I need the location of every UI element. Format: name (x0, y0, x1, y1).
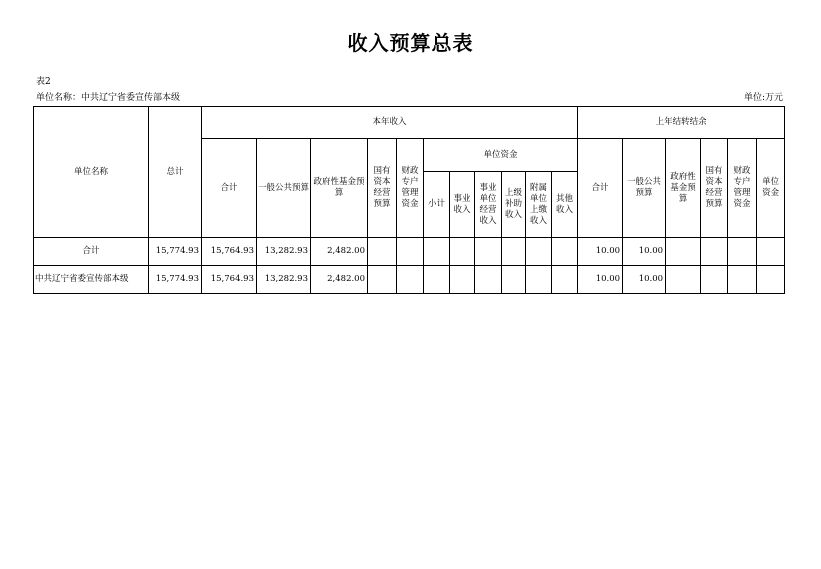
header-carry-gov-fund: 政府性 基金预 算 (666, 139, 701, 238)
row-empty-cell (701, 266, 728, 294)
header-fiscal-special: 财政 专户 管理 资金 (397, 139, 424, 238)
table-number: 表2 (36, 77, 51, 87)
row-empty-cell (368, 266, 397, 294)
header-carry-unit-funds: 单位 资金 (757, 139, 785, 238)
row-empty-cell (728, 266, 757, 294)
row-name: 合计 (34, 238, 149, 266)
page-title: 收入预算总表 (347, 31, 474, 55)
header-state-capital: 国有 资本 经营 预算 (368, 139, 397, 238)
income-budget-table (33, 106, 785, 294)
row-total: 15,774.93 (149, 266, 202, 294)
header-current-income: 本年收入 (202, 107, 578, 139)
row-gov-fund: 2,482.00 (311, 266, 368, 294)
currency-unit: 单位:万元 (743, 93, 783, 103)
row-empty-cell (397, 238, 424, 266)
row-empty-cell (397, 266, 424, 294)
row-empty-cell (666, 266, 701, 294)
row-empty-cell (757, 238, 785, 266)
row-empty-cell (450, 266, 475, 294)
row-general-budget: 13,282.93 (257, 238, 311, 266)
row-carry-general: 10.00 (623, 266, 666, 294)
header-total: 总计 (149, 107, 202, 238)
row-empty-cell (450, 238, 475, 266)
row-empty-cell (368, 238, 397, 266)
row-empty-cell (728, 238, 757, 266)
header-general-budget: 一般公共预算 (257, 139, 311, 238)
row-total: 15,774.93 (149, 238, 202, 266)
row-empty-cell (526, 238, 552, 266)
header-unit-name: 单位名称 (34, 107, 149, 238)
header-superior-subsidy: 上级 补助 收入 (502, 172, 526, 238)
row-empty-cell (552, 238, 578, 266)
header-business-income: 事业 收入 (450, 172, 475, 238)
header-carry-general: 一般公共 预算 (623, 139, 666, 238)
row-general-budget: 13,282.93 (257, 266, 311, 294)
row-empty-cell (552, 266, 578, 294)
row-empty-cell (424, 238, 450, 266)
header-carry-state-capital: 国有 资本 经营 预算 (701, 139, 728, 238)
header-unit-funds: 单位资金 (424, 139, 578, 172)
row-gov-fund: 2,482.00 (311, 238, 368, 266)
row-carry-general: 10.00 (623, 238, 666, 266)
header-row-1 (34, 107, 785, 139)
row-empty-cell (475, 266, 502, 294)
row-empty-cell (424, 266, 450, 294)
header-other-income: 其他 收入 (552, 172, 578, 238)
header-operating-income: 事业 单位 经营 收入 (475, 172, 502, 238)
row-empty-cell (502, 238, 526, 266)
header-gov-fund: 政府性基金预算 (311, 139, 368, 238)
header-affiliated-income: 附属 单位 上缴 收入 (526, 172, 552, 238)
header-subtotal: 合计 (202, 139, 257, 238)
table-row (34, 266, 785, 294)
header-carry-total: 合计 (578, 139, 623, 238)
row-empty-cell (502, 266, 526, 294)
unit-name-label: 单位名称：中共辽宁省委宣传部本级 (36, 93, 181, 103)
row-carry-total: 10.00 (578, 238, 623, 266)
table-row (34, 238, 785, 266)
row-empty-cell (701, 238, 728, 266)
row-empty-cell (757, 266, 785, 294)
row-empty-cell (666, 238, 701, 266)
row-name: 中共辽宁省委宣传部本级 (34, 266, 149, 294)
header-small-total: 小计 (424, 172, 450, 238)
header-carry-fiscal-special: 财政 专户 管理 资金 (728, 139, 757, 238)
row-empty-cell (526, 266, 552, 294)
row-empty-cell (475, 238, 502, 266)
header-prior-carryover: 上年结转结余 (578, 107, 785, 139)
row-subtotal: 15,764.93 (202, 266, 257, 294)
row-subtotal: 15,764.93 (202, 238, 257, 266)
row-carry-total: 10.00 (578, 266, 623, 294)
